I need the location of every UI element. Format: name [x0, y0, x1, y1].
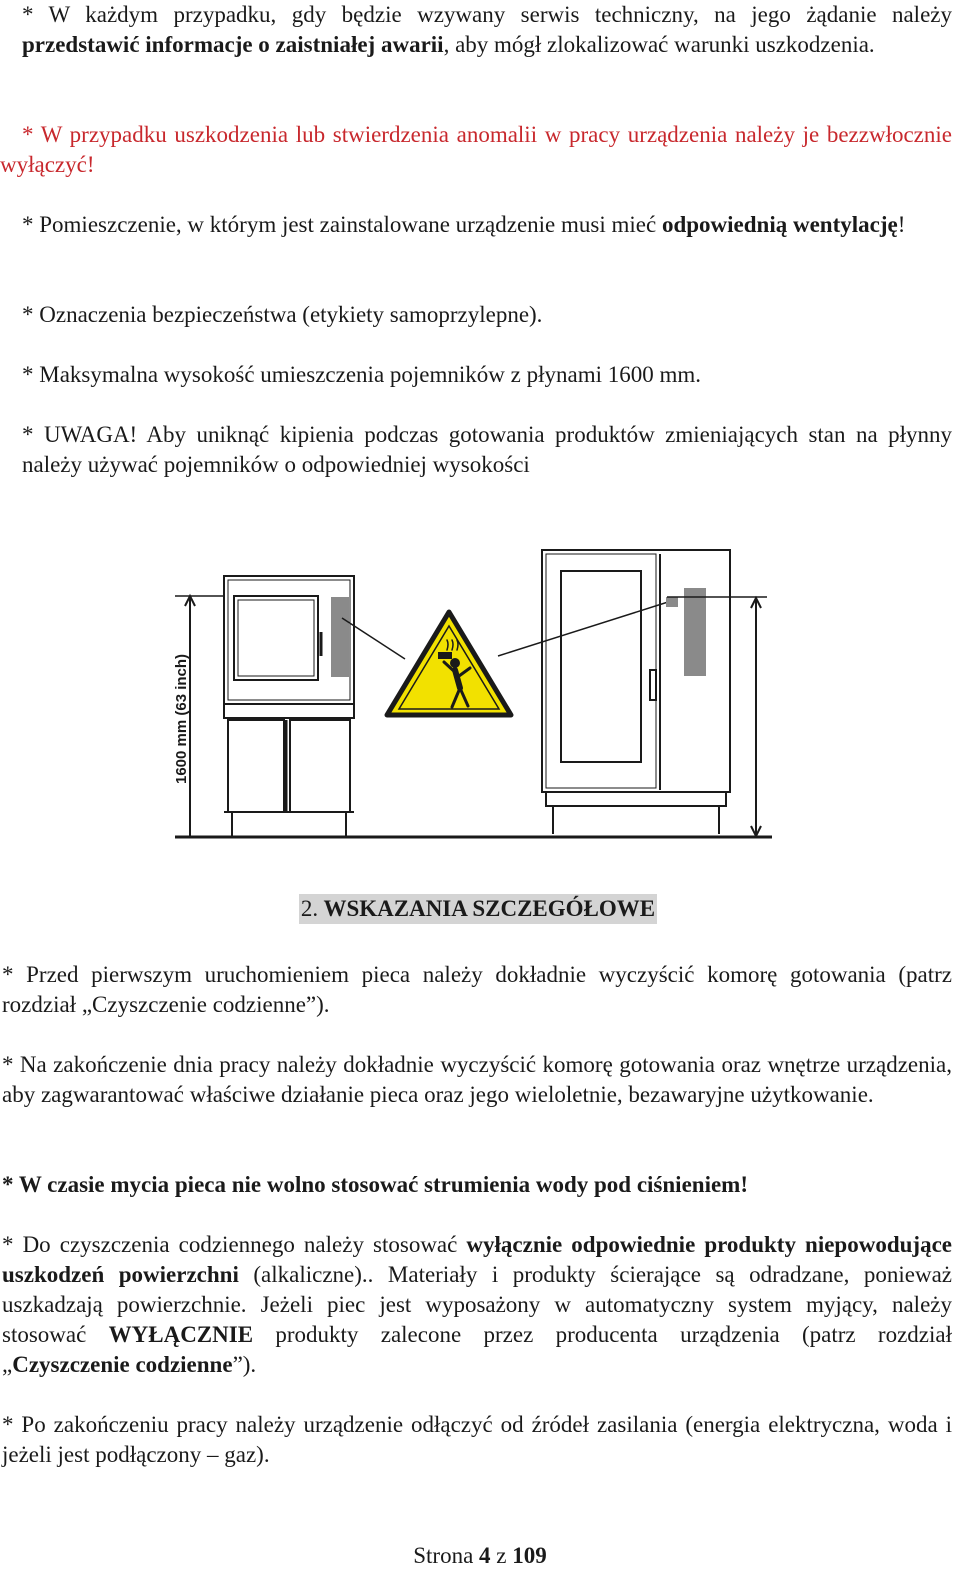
paragraph-bold-text: WYŁĄCZNIE	[108, 1322, 254, 1347]
paragraph-text: * Na zakończenie dnia pracy należy dokładnie wyczyścić komorę gotowania oraz wnętrze urządzenia, aby zagwarantować właściwe działanie pieca oraz jego wieloletnie, bezawaryjne użytkowanie.	[2, 1052, 952, 1107]
gray-panel	[331, 597, 349, 677]
paragraph-text: * Przed pierwszym uruchomieniem pieca należy dokładnie wyczyścić komorę gotowania (patrz rozdział „Czyszczenie codzienne”).	[2, 962, 952, 1017]
paragraph-text: * Pomieszczenie, w którym jest zainstalowane urządzenie musi mieć	[22, 212, 662, 237]
paragraph-text: * UWAGA! Aby uniknąć kipienia podczas gotowania produktów zmieniających stan na płynny należy używać pojemników o odpowiedniej wysokości	[22, 422, 952, 477]
footer-middle: z	[490, 1543, 513, 1568]
paragraph-bold-text: wyłącznie odpowiednie produkty niepowodujące uszkodzeń powierzchni	[2, 1232, 952, 1287]
gray-panel	[684, 588, 706, 676]
paragraph-first-start	[2, 960, 952, 1020]
paragraph-text: produkty zalecone przez producenta urządzenia (patrz rozdział „	[2, 1322, 952, 1377]
paragraph-end-of-day	[2, 1050, 952, 1110]
paragraph-text: * W czasie mycia pieca nie wolno stosować strumienia wody pod ciśnieniem!	[2, 1172, 748, 1197]
paragraph-disconnect-power	[2, 1410, 952, 1470]
section-heading-wrapper	[0, 894, 960, 924]
paragraph-text: ”).	[232, 1352, 257, 1377]
footer-page-number: 4	[479, 1543, 491, 1568]
paragraph-text: (alkaliczne).. Materiały i produkty ścierające są odradzane, ponieważ uszkadzają powierzchnie. Jeżeli piec jest wyposażony w automatyczny system myjący, należy stosować	[2, 1262, 953, 1347]
paragraph-bold-text: odpowiednią wentylację	[661, 212, 898, 237]
paragraph-text: * Maksymalna wysokość umieszczenia pojemników z płynami 1600 mm.	[22, 362, 702, 387]
dimension-label: 1600 mm (63 inch)	[173, 653, 190, 784]
paragraph-text: * W każdym przypadku, gdy będzie wzywany serwis techniczny, na jego żądanie należy	[22, 2, 952, 27]
paragraph-bold-text: przedstawić informacje o zaistniałej awarii	[22, 32, 444, 57]
paragraph-text: * W przypadku uszkodzenia lub stwierdzenia anomalii w pracy urządzenia należy je bezzwłocznie wyłączyć!	[0, 122, 952, 177]
paragraph-bold-text: Czyszczenie codzienne	[12, 1352, 233, 1377]
paragraph-cleaning-products	[2, 1230, 952, 1380]
paragraph-text: , aby mógł zlokalizować warunki uszkodzenia.	[443, 32, 875, 57]
section-heading	[299, 894, 657, 924]
paragraph-text: * Do czyszczenia codziennego należy stosować	[2, 1232, 467, 1257]
paragraph-text: * Oznaczenia bezpieczeństwa (etykiety samoprzylepne).	[22, 302, 543, 327]
warning-triangle-icon	[387, 612, 511, 715]
paragraph-text: !	[897, 212, 906, 237]
footer-prefix: Strona	[413, 1543, 480, 1568]
page-footer	[0, 1541, 960, 1571]
section-number: 2.	[300, 896, 319, 921]
section-title: WSKAZANIA SZCZEGÓŁOWE	[323, 896, 656, 921]
footer-total-pages: 109	[512, 1543, 547, 1568]
paragraph-no-pressure-water	[2, 1170, 952, 1200]
paragraph-text: * Po zakończeniu pracy należy urządzenie odłączyć od źródeł zasilania (energia elektryczna, woda i jeżeli jest podłączony – gaz).	[2, 1412, 952, 1467]
